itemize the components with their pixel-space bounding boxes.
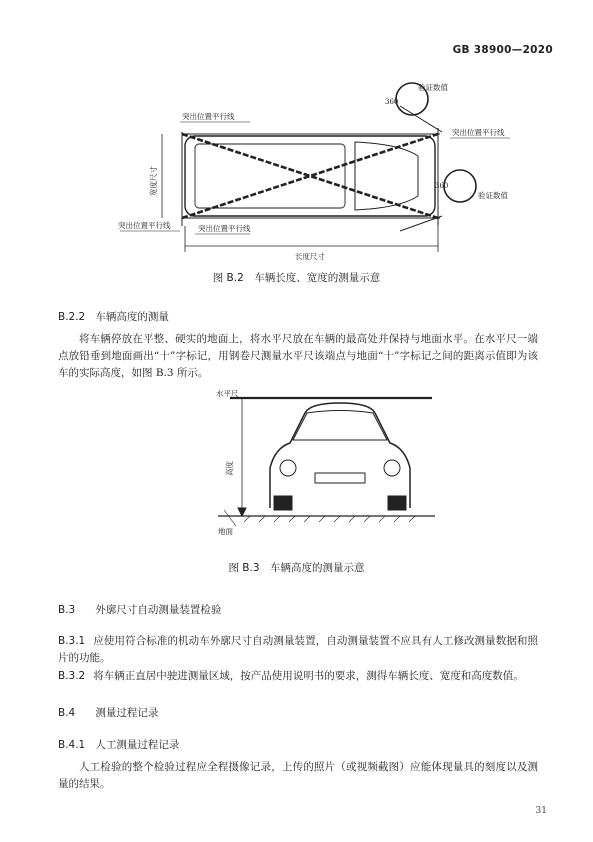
section-title: 车辆高度的测量 [95,311,169,323]
clause-number: B.3.1 [58,635,86,647]
section-number: B.4 [58,707,76,719]
protractor-bottom [444,170,476,202]
clause-text: 应使用符合标准的机动车外廓尺寸自动测量装置，自动测量装置不应具有人工修改测量数据和照片的功能。 [58,635,538,664]
parallel-line-label-top: 突出位置平行线 [182,112,235,121]
paragraph-b22: 将车辆停放在平整、硬实的地面上，将水平尺放在车辆的最高处并保持与地面水平。在水平尺一端点放铅垂到地面画出“十”字标记，用钢卷尺测量水平尺该端点与地面“十”字标记之间的距离示值即为该车的实际高度，如图 B.3 所示。 [58,333,538,379]
level-label: 水平尺 [216,389,239,398]
headlight-left [280,460,296,476]
section-b4-heading [58,705,158,720]
car-cabin [195,144,345,208]
figure-b3-diagram [210,388,440,543]
car-grille [315,473,365,483]
car-windshield [293,411,387,441]
section-title: 人工测量过程记录 [95,739,180,751]
parallel-line-label-left: 突出位置平行线 [118,221,171,230]
paragraph-b32 [58,668,538,685]
width-dimension-label: 宽度尺寸 [149,166,158,196]
page-number: 31 [535,806,547,816]
figure-b2-caption: 图 B.2 车辆长度、宽度的测量示意 [212,272,381,284]
figure-b3-caption: 图 B.3 车辆高度的测量示意 [228,562,365,574]
paragraph-b31 [58,633,538,667]
plumb-bob [238,508,246,516]
clause-text: 将车辆正直居中驶进测量区域，按产品使用说明书的要求，测得车辆长度、宽度和高度数值。 [93,670,524,682]
car-front-body [270,403,410,508]
section-number: B.3 [58,604,76,616]
height-label: 高度 [225,461,234,476]
section-b41-heading [58,737,179,752]
parallel-line-label-right: 突出位置平行线 [452,128,505,137]
section-title: 测量过程记录 [95,707,159,719]
wheel-right [388,496,406,510]
figure-b2-diagram [100,76,530,266]
angle-label-bottom: 360 [435,182,449,190]
parallel-line-label-bottom: 突出位置平行线 [198,224,251,233]
headlight-right [384,460,400,476]
cert-value-top: 验证数值 [418,83,448,92]
length-dimension-label: 长度尺寸 [295,252,325,261]
section-number: B.2.2 [58,311,86,323]
ground-label: 地面 [218,527,233,536]
section-b22-heading [58,309,169,324]
angle-label-top: 360 [385,98,399,106]
car-hood [355,142,418,210]
section-number: B.4.1 [58,739,86,751]
wheel-left [274,496,292,510]
section-b3-heading [58,602,221,617]
paragraph-b41: 人工检验的整个检验过程应全程摄像记录，上传的照片（或视频截图）应能体现量具的刻度以及测量的结果。 [58,761,538,790]
section-title: 外廓尺寸自动测量装置检验 [95,604,222,616]
clause-number: B.3.2 [58,670,86,682]
ground-hatch [244,516,415,522]
standard-number: GB 38900—2020 [452,44,553,56]
cert-value-bottom: 验证数值 [478,191,508,200]
